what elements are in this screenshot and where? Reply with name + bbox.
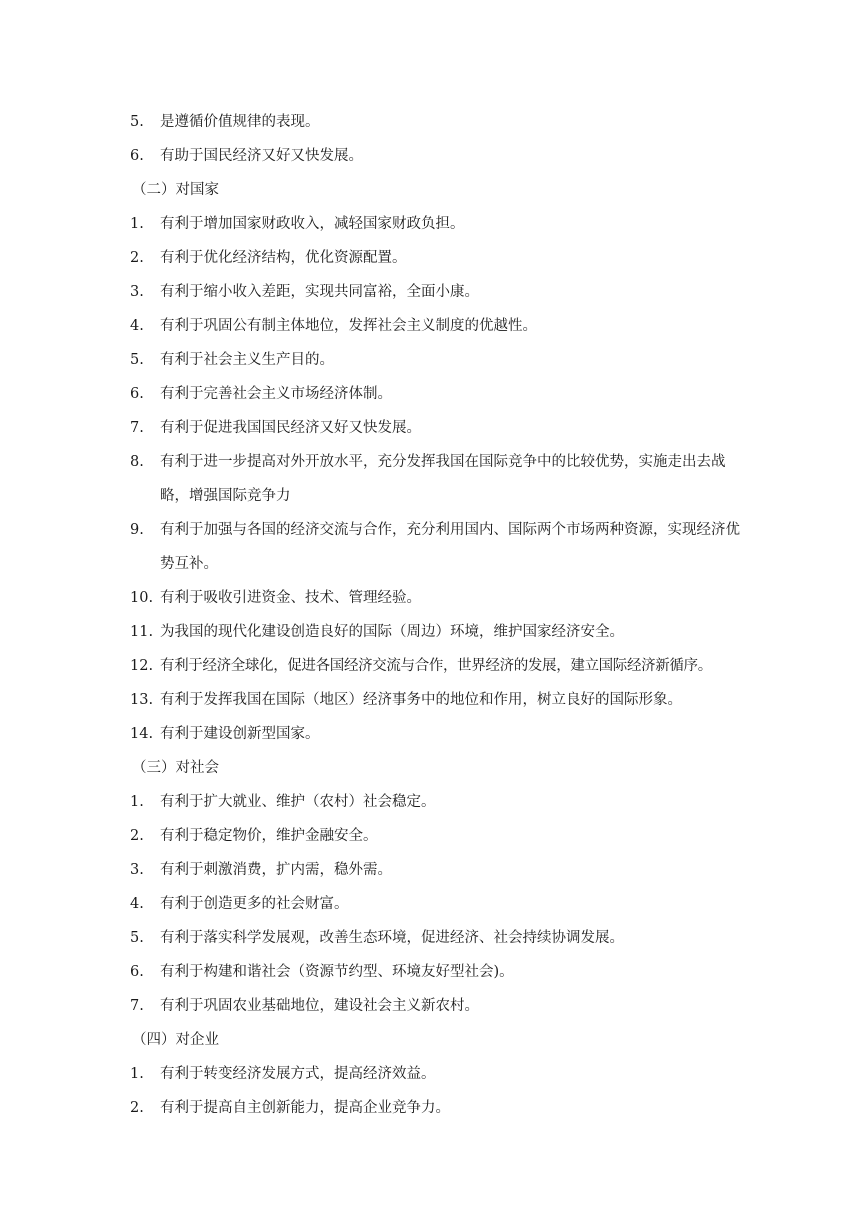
item-number: 4. bbox=[130, 896, 144, 912]
item-text: 有利于吸收引进资金、技术、管理经验。 bbox=[160, 590, 421, 606]
list-item bbox=[130, 382, 740, 416]
item-number: 6. bbox=[130, 964, 144, 980]
item-text: 有利于发挥我国在国际（地区）经济事务中的地位和作用，树立良好的国际形象。 bbox=[160, 692, 682, 708]
item-text: 有利于建设创新型国家。 bbox=[160, 726, 320, 742]
item-number: 2. bbox=[130, 1100, 144, 1116]
list-item bbox=[130, 654, 740, 688]
list-item bbox=[130, 246, 740, 280]
item-text: 有利于落实科学发展观，改善生态环境，促进经济、社会持续协调发展。 bbox=[160, 930, 624, 946]
item-text: 有利于缩小收入差距，实现共同富裕，全面小康。 bbox=[160, 284, 479, 300]
list-item bbox=[130, 450, 740, 518]
list-item bbox=[130, 620, 740, 654]
item-number: 4. bbox=[130, 318, 144, 334]
item-number: 1. bbox=[130, 794, 144, 810]
list-item bbox=[130, 586, 740, 620]
section-heading: （三）对社会 bbox=[132, 760, 219, 776]
item-text: 有利于进一步提高对外开放水平，充分发挥我国在国际竞争中的比较优势，实施走出去战略，增强国际竞争力 bbox=[160, 454, 726, 504]
item-text: 有利于巩固农业基础地位，建设社会主义新农村。 bbox=[160, 998, 479, 1014]
list-item bbox=[130, 348, 740, 382]
list-item bbox=[130, 858, 740, 892]
item-number: 3. bbox=[130, 862, 144, 878]
item-text: 有助于国民经济又好又快发展。 bbox=[160, 148, 363, 164]
item-number: 5. bbox=[130, 114, 144, 130]
list-item bbox=[130, 144, 740, 178]
list-item bbox=[130, 824, 740, 858]
item-number: 5. bbox=[130, 352, 144, 368]
list-item bbox=[130, 1096, 740, 1130]
item-text: 有利于增加国家财政收入，减轻国家财政负担。 bbox=[160, 216, 465, 232]
list-item bbox=[130, 892, 740, 926]
item-number: 5. bbox=[130, 930, 144, 946]
list-item bbox=[130, 518, 740, 586]
item-number: 1. bbox=[130, 1066, 144, 1082]
list-item bbox=[130, 994, 740, 1028]
list-item bbox=[130, 212, 740, 246]
item-text: 有利于稳定物价，维护金融安全。 bbox=[160, 828, 378, 844]
item-text: 有利于经济全球化，促进各国经济交流与合作，世界经济的发展，建立国际经济新循序。 bbox=[160, 658, 712, 674]
item-number: 1. bbox=[130, 216, 144, 232]
item-number: 14. bbox=[130, 726, 154, 742]
item-text: 是遵循价值规律的表现。 bbox=[160, 114, 320, 130]
item-number: 9. bbox=[130, 522, 144, 538]
item-text: 有利于创造更多的社会财富。 bbox=[160, 896, 349, 912]
item-number: 7. bbox=[130, 998, 144, 1014]
list-item bbox=[130, 280, 740, 314]
section-heading: （二）对国家 bbox=[132, 182, 219, 198]
item-number: 6. bbox=[130, 386, 144, 402]
list-item bbox=[130, 688, 740, 722]
item-number: 8. bbox=[130, 454, 144, 470]
item-text: 有利于构建和谐社会（资源节约型、环境友好型社会)。 bbox=[160, 964, 514, 980]
item-number: 2. bbox=[130, 250, 144, 266]
document-body bbox=[130, 110, 740, 1130]
item-text: 有利于加强与各国的经济交流与合作，充分利用国内、国际两个市场两种资源，实现经济优势互补。 bbox=[160, 522, 740, 572]
item-number: 11. bbox=[130, 624, 154, 640]
item-number: 12. bbox=[130, 658, 154, 674]
item-text: 有利于刺激消费，扩内需，稳外需。 bbox=[160, 862, 392, 878]
item-text: 有利于优化经济结构，优化资源配置。 bbox=[160, 250, 407, 266]
list-item bbox=[130, 790, 740, 824]
list-item bbox=[130, 926, 740, 960]
item-text: 为我国的现代化建设创造良好的国际（周边）环境，维护国家经济安全。 bbox=[160, 624, 624, 640]
item-text: 有利于转变经济发展方式，提高经济效益。 bbox=[160, 1066, 436, 1082]
list-item bbox=[130, 1062, 740, 1096]
item-text: 有利于社会主义生产目的。 bbox=[160, 352, 334, 368]
item-text: 有利于完善社会主义市场经济体制。 bbox=[160, 386, 392, 402]
item-text: 有利于扩大就业、维护（农村）社会稳定。 bbox=[160, 794, 436, 810]
item-number: 10. bbox=[130, 590, 154, 606]
list-item bbox=[130, 722, 740, 756]
item-number: 13. bbox=[130, 692, 154, 708]
item-number: 2. bbox=[130, 828, 144, 844]
list-item bbox=[130, 960, 740, 994]
item-text: 有利于促进我国国民经济又好又快发展。 bbox=[160, 420, 421, 436]
list-item bbox=[130, 314, 740, 348]
list-item bbox=[130, 110, 740, 144]
item-number: 7. bbox=[130, 420, 144, 436]
item-number: 6. bbox=[130, 148, 144, 164]
item-text: 有利于提高自主创新能力，提高企业竞争力。 bbox=[160, 1100, 450, 1116]
item-number: 3. bbox=[130, 284, 144, 300]
item-text: 有利于巩固公有制主体地位，发挥社会主义制度的优越性。 bbox=[160, 318, 537, 334]
section-heading: （四）对企业 bbox=[132, 1032, 219, 1048]
